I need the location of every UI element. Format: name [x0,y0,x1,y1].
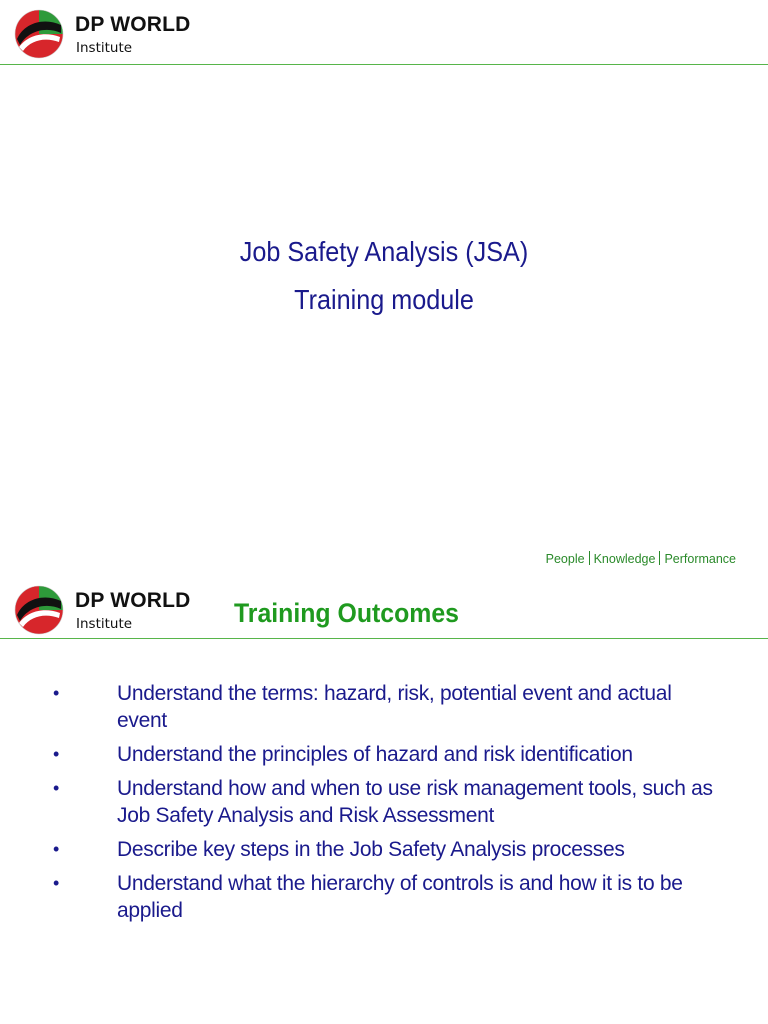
logo-brand-text: DP WORLD [75,589,191,612]
bullet-dot: • [53,744,60,764]
header-divider [0,638,768,639]
list-item [0,836,768,863]
list-item-text: Understand what the hierarchy of controls is and how it is to be applied [117,872,683,922]
list-item-text: Understand the principles of hazard and risk identification [117,743,633,766]
list-item-text: Understand the terms: hazard, risk, potential event and actual event [117,682,672,732]
list-item [0,870,768,924]
list-item-text: Describe key steps in the Job Safety Analysis processes [117,838,625,861]
bullet-dot: • [53,778,60,798]
tagline [546,551,736,566]
header-divider [0,64,768,65]
slide-heading: Training Outcomes [234,598,459,628]
bullet-dot: • [53,683,60,703]
slide-title [38,228,729,324]
title-line-1: Job Safety Analysis (JSA) [239,236,529,267]
dp-world-emblem-icon [14,9,64,59]
logo-institute-text: Institute [76,40,133,56]
tagline-performance: Performance [664,552,736,566]
list-item [0,680,768,734]
tagline-people: People [545,552,585,566]
tagline-separator [589,551,590,565]
dp-world-logo [14,9,204,65]
list-item [0,741,768,768]
bullet-dot: • [53,873,60,893]
outcomes-slide [0,576,768,1024]
outcomes-list [0,680,768,931]
tagline-knowledge: Knowledge [593,552,656,566]
list-item-text: Understand how and when to use risk management tools, such as Job Safety Analysis and Risk Assessment [117,777,713,827]
logo-brand-text: DP WORLD [75,13,191,36]
dp-world-logo [14,585,204,641]
list-item [0,775,768,829]
logo-institute-text: Institute [76,616,133,632]
bullet-dot: • [53,839,60,859]
title-line-2: Training module [294,284,474,315]
dp-world-emblem-icon [14,585,64,635]
tagline-separator [659,551,660,565]
